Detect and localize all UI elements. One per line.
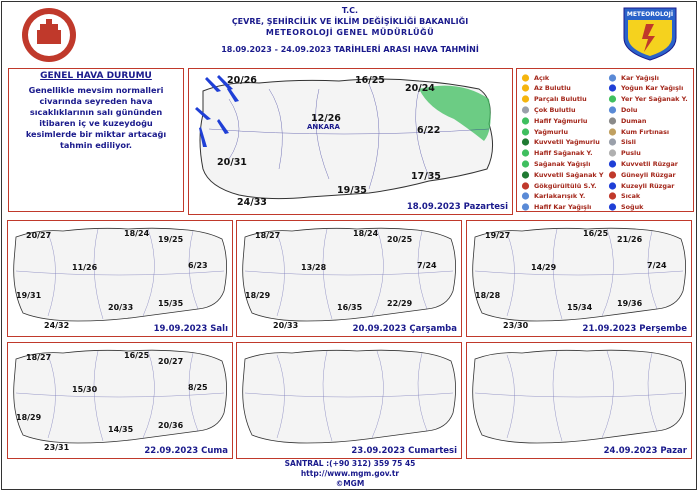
general-weather-box xyxy=(8,68,184,212)
day-temp-label: 15/35 xyxy=(158,299,184,308)
legend-label: Kar Yağışlı xyxy=(621,73,659,82)
legend-weather-icon xyxy=(607,105,618,115)
legend-weather-icon xyxy=(607,137,618,147)
legend-label: Hafif Yağmurlu xyxy=(534,116,588,125)
day-temp-label: 23/31 xyxy=(44,443,70,452)
day-forecast-panel xyxy=(236,342,462,459)
legend-box xyxy=(516,68,694,212)
day-date-label: 23.09.2023 Cumartesi xyxy=(351,446,457,456)
legend-item-right-11 xyxy=(607,191,640,202)
day-temp-label: 24/32 xyxy=(44,321,70,330)
legend-label: Açık xyxy=(534,73,550,82)
legend-item-left-5 xyxy=(520,126,568,137)
footer-copyright: ©MGM xyxy=(335,479,365,488)
legend-label: Yer Yer Sağanak Y. xyxy=(621,95,688,104)
legend-label: Dolu xyxy=(621,105,638,114)
legend-item-right-5 xyxy=(607,126,669,137)
legend-weather-icon xyxy=(607,170,618,180)
header-ministry: ÇEVRE, ŞEHİRCİLİK VE İKLİM DEĞİŞİKLİĞİ BAKANLIĞI xyxy=(231,17,469,26)
day-temp-label: 14/29 xyxy=(531,263,557,272)
day-date-label: 20.09.2023 Çarşamba xyxy=(352,324,457,334)
legend-label: Gökgürültülü S.Y. xyxy=(534,181,597,190)
day-temp-label: 11/26 xyxy=(72,263,98,272)
legend-label: Puslu xyxy=(621,149,641,158)
legend-item-right-9 xyxy=(607,169,676,180)
legend-weather-icon xyxy=(520,137,531,147)
day-temp-label: 22/29 xyxy=(387,299,413,308)
legend-weather-icon xyxy=(607,202,618,212)
day-temp-label: 19/36 xyxy=(617,299,643,308)
legend-item-left-0 xyxy=(520,72,549,83)
turkey-map-day xyxy=(467,343,692,459)
legend-label: Sıcak xyxy=(621,192,641,201)
day-temp-label: 18/24 xyxy=(124,229,150,238)
legend-label: Hafif Kar Yağışlı xyxy=(534,203,592,212)
legend-item-right-8 xyxy=(607,158,678,169)
legend-weather-icon xyxy=(607,148,618,158)
temp-main-5: 20/31 xyxy=(217,157,247,168)
footer-url[interactable]: http://www.mgm.gov.tr xyxy=(300,469,400,478)
day-temp-label: 15/30 xyxy=(72,385,98,394)
general-weather-text: Genellikle mevsim normalleri civarında seyreden hava sıcaklıklarının salı gününden itibaren iç ve kuzeydoğu kesimlerde bir miktar artacağı tahmin ediliyor. xyxy=(25,85,167,150)
day-temp-label: 20/25 xyxy=(387,235,413,244)
header-date-range: 18.09.2023 - 24.09.2023 TARİHLERİ ARASI HAVA TAHMİNİ xyxy=(221,45,479,54)
legend-weather-icon xyxy=(520,202,531,212)
day-temp-label: 16/25 xyxy=(124,351,150,360)
legend-item-right-1 xyxy=(607,83,683,94)
legend-item-left-9 xyxy=(520,169,603,180)
temp-main-4: 6/22 xyxy=(417,125,441,136)
day-forecast-panel xyxy=(236,220,462,337)
legend-weather-icon xyxy=(520,73,531,83)
footer xyxy=(0,459,700,489)
legend-weather-icon xyxy=(607,181,618,191)
day-temp-label: 13/28 xyxy=(301,263,327,272)
legend-item-left-8 xyxy=(520,158,590,169)
legend-item-left-12 xyxy=(520,202,591,213)
legend-item-right-7 xyxy=(607,148,641,159)
day-temp-label: 19/31 xyxy=(16,291,42,300)
day-temp-label: 7/24 xyxy=(647,261,667,270)
legend-item-right-6 xyxy=(607,137,636,148)
legend-label: Soğuk xyxy=(621,203,644,212)
day-date-label: 22.09.2023 Cuma xyxy=(144,446,228,456)
legend-weather-icon xyxy=(520,127,531,137)
day-forecast-panel xyxy=(7,342,233,459)
legend-label: Yoğun Kar Yağışlı xyxy=(621,84,684,93)
legend-label: Kuvvetli Yağmurlu xyxy=(534,138,600,147)
temp-main-6: 19/35 xyxy=(337,185,367,196)
legend-label: Az Bulutlu xyxy=(534,84,571,93)
day-date-label: 19.09.2023 Salı xyxy=(153,324,228,334)
legend-weather-icon xyxy=(520,148,531,158)
day-temp-label: 20/27 xyxy=(158,357,184,366)
legend-weather-icon xyxy=(520,94,531,104)
legend-item-right-3 xyxy=(607,104,637,115)
legend-weather-icon xyxy=(607,94,618,104)
legend-label: Güneyli Rüzgar xyxy=(621,170,676,179)
legend-item-left-2 xyxy=(520,94,587,105)
day-temp-label: 18/29 xyxy=(16,413,42,422)
legend-weather-icon xyxy=(520,159,531,169)
day-date-label: 21.09.2023 Perşembe xyxy=(582,324,687,334)
day-temp-label: 16/25 xyxy=(583,229,609,238)
day-temp-label: 7/24 xyxy=(417,261,437,270)
general-weather-title: GENEL HAVA DURUMU xyxy=(40,71,152,81)
day-temp-label: 18/27 xyxy=(26,353,52,362)
legend-label: Kuzeyli Rüzgar xyxy=(621,181,675,190)
legend-label: Parçalı Bulutlu xyxy=(534,95,587,104)
footer-phone: SANTRAL :(+90 312) 359 75 45 xyxy=(284,459,416,468)
legend-item-left-3 xyxy=(520,104,576,115)
legend-weather-icon xyxy=(607,116,618,126)
legend-item-right-0 xyxy=(607,72,659,83)
legend-item-left-10 xyxy=(520,180,597,191)
legend-item-right-4 xyxy=(607,115,646,126)
day-date-label: 24.09.2023 Pazar xyxy=(603,446,687,456)
temp-main-8: 24/33 xyxy=(237,197,267,208)
legend-weather-icon xyxy=(520,83,531,93)
day-temp-label: 20/33 xyxy=(273,321,299,330)
day-temp-label: 18/28 xyxy=(475,291,501,300)
legend-item-left-4 xyxy=(520,115,587,126)
header-tc: T.C. xyxy=(341,6,359,15)
day-temp-label: 18/24 xyxy=(353,229,379,238)
day-temp-label: 20/33 xyxy=(108,303,134,312)
legend-item-right-10 xyxy=(607,180,674,191)
legend-item-right-12 xyxy=(607,202,643,213)
temp-main-7: 17/35 xyxy=(411,171,441,182)
day-forecast-panel xyxy=(466,342,692,459)
legend-weather-icon xyxy=(607,83,618,93)
legend-item-left-7 xyxy=(520,148,593,159)
legend-weather-icon xyxy=(607,127,618,137)
temp-main-0: 20/26 xyxy=(227,75,257,86)
day-temp-label: 20/36 xyxy=(158,421,184,430)
legend-label: Sağanak Yağışlı xyxy=(534,159,591,168)
legend-weather-icon xyxy=(520,116,531,126)
day-temp-label: 18/27 xyxy=(255,231,281,240)
day-temp-label: 16/35 xyxy=(337,303,363,312)
day-temp-label: 20/27 xyxy=(26,231,52,240)
mgm-logo-text: METEOROLOJİ xyxy=(626,11,674,18)
legend-label: Hafif Sağanak Y. xyxy=(534,149,593,158)
legend-weather-icon xyxy=(607,191,618,201)
legend-weather-icon xyxy=(520,181,531,191)
day-temp-label: 8/25 xyxy=(188,383,208,392)
legend-weather-icon xyxy=(520,105,531,115)
legend-label: Yağmurlu xyxy=(534,127,569,136)
temp-main-2: 20/24 xyxy=(405,83,435,94)
legend-label: Kuvvetli Sağanak Y xyxy=(534,170,604,179)
day-temp-label: 23/30 xyxy=(503,321,529,330)
mgm-logo-icon xyxy=(620,4,680,62)
main-map-date: 18.09.2023 Pazartesi xyxy=(406,202,508,212)
legend-item-left-1 xyxy=(520,83,571,94)
day-forecast-panel xyxy=(7,220,233,337)
day-temp-label: 15/34 xyxy=(567,303,593,312)
legend-item-left-11 xyxy=(520,191,585,202)
main-forecast-map xyxy=(188,68,513,215)
legend-label: Karlakarışık Y. xyxy=(534,192,586,201)
day-temp-label: 18/29 xyxy=(245,291,271,300)
header xyxy=(0,0,700,66)
temp-main-3: 12/26 xyxy=(311,113,341,124)
legend-item-left-6 xyxy=(520,137,600,148)
legend-label: Kuvvetli Rüzgar xyxy=(621,159,678,168)
turkey-map-day xyxy=(237,343,462,459)
day-temp-label: 6/23 xyxy=(188,261,208,270)
legend-label: Sisli xyxy=(621,138,636,147)
legend-label: Duman xyxy=(621,116,647,125)
day-forecast-panel xyxy=(466,220,692,337)
legend-label: Çok Bulutlu xyxy=(534,105,576,114)
legend-weather-icon xyxy=(520,170,531,180)
day-temp-label: 14/35 xyxy=(108,425,134,434)
legend-weather-icon xyxy=(607,159,618,169)
temp-main-1: 16/25 xyxy=(355,75,385,86)
day-temp-label: 19/25 xyxy=(158,235,184,244)
legend-weather-icon xyxy=(607,73,618,83)
day-temp-label: 19/27 xyxy=(485,231,511,240)
city-label-ankara: ANKARA xyxy=(307,123,340,131)
legend-weather-icon xyxy=(520,191,531,201)
header-directorate: METEOROLOJİ GENEL MÜDÜRLÜĞÜ xyxy=(265,28,435,37)
legend-label: Kum Fırtınası xyxy=(621,127,670,136)
day-temp-label: 21/26 xyxy=(617,235,643,244)
legend-item-right-2 xyxy=(607,94,688,105)
